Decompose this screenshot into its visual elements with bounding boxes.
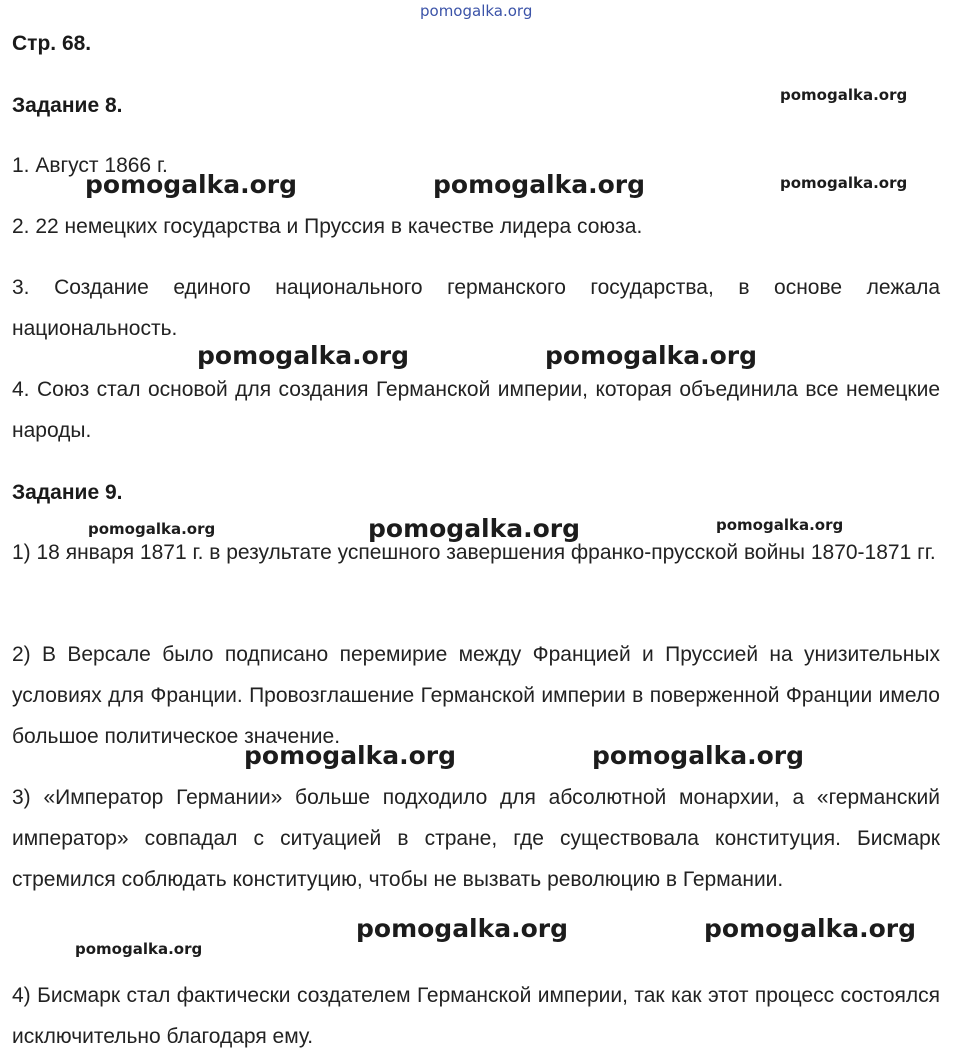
site-watermark-top: pomogalka.org	[420, 2, 533, 20]
watermark: pomogalka.org	[704, 914, 917, 943]
task9-item-4: 4) Бисмарк стал фактически создателем Германской империи, так как этот процесс состоялся исключительно благодаря ему.	[12, 984, 940, 1048]
watermark: pomogalka.org	[780, 174, 908, 192]
task9-heading: Задание 9.	[12, 481, 123, 504]
task8-heading: Задание 8.	[12, 94, 123, 117]
task8-item-2: 2. 22 немецких государства и Пруссия в качестве лидера союза.	[12, 215, 643, 238]
watermark: pomogalka.org	[88, 520, 216, 538]
task9-item-1: 1) 18 января 1871 г. в результате успешного завершения франко-прусской войны 1870-1871 гг.	[12, 541, 936, 564]
task9-item-2: 2) В Версале было подписано перемирие между Францией и Пруссией на унизительных условиях для Франции. Провозглашение Германской империи в поверженной Франции имело большое политическое значение.	[12, 643, 940, 748]
task9-item-3: 3) «Император Германии» больше подходило для абсолютной монархии, а «германский император» совпадал с ситуацией в стране, где существовала конституция. Бисмарк стремился соблюдать конституцию, чтобы не вызвать революцию в Германии.	[12, 786, 940, 891]
watermark: pomogalka.org	[197, 341, 410, 370]
watermark: pomogalka.org	[716, 516, 844, 534]
page-label: Стр. 68.	[12, 32, 92, 55]
watermark: pomogalka.org	[433, 170, 646, 199]
watermark: pomogalka.org	[592, 741, 805, 770]
task8-item-4: 4. Союз стал основой для создания Германской империи, которая объединила все немецкие народы.	[12, 378, 940, 442]
task8-item-3: 3. Создание единого национального германского государства, в основе лежала национальность.	[12, 276, 940, 340]
watermark: pomogalka.org	[75, 940, 203, 958]
watermark: pomogalka.org	[780, 86, 908, 104]
watermark: pomogalka.org	[545, 341, 758, 370]
watermark: pomogalka.org	[356, 914, 569, 943]
watermark: pomogalka.org	[244, 741, 457, 770]
task8-item-1: 1. Август 1866 г.	[12, 154, 168, 177]
watermark: pomogalka.org	[85, 170, 298, 199]
watermark: pomogalka.org	[368, 514, 581, 543]
